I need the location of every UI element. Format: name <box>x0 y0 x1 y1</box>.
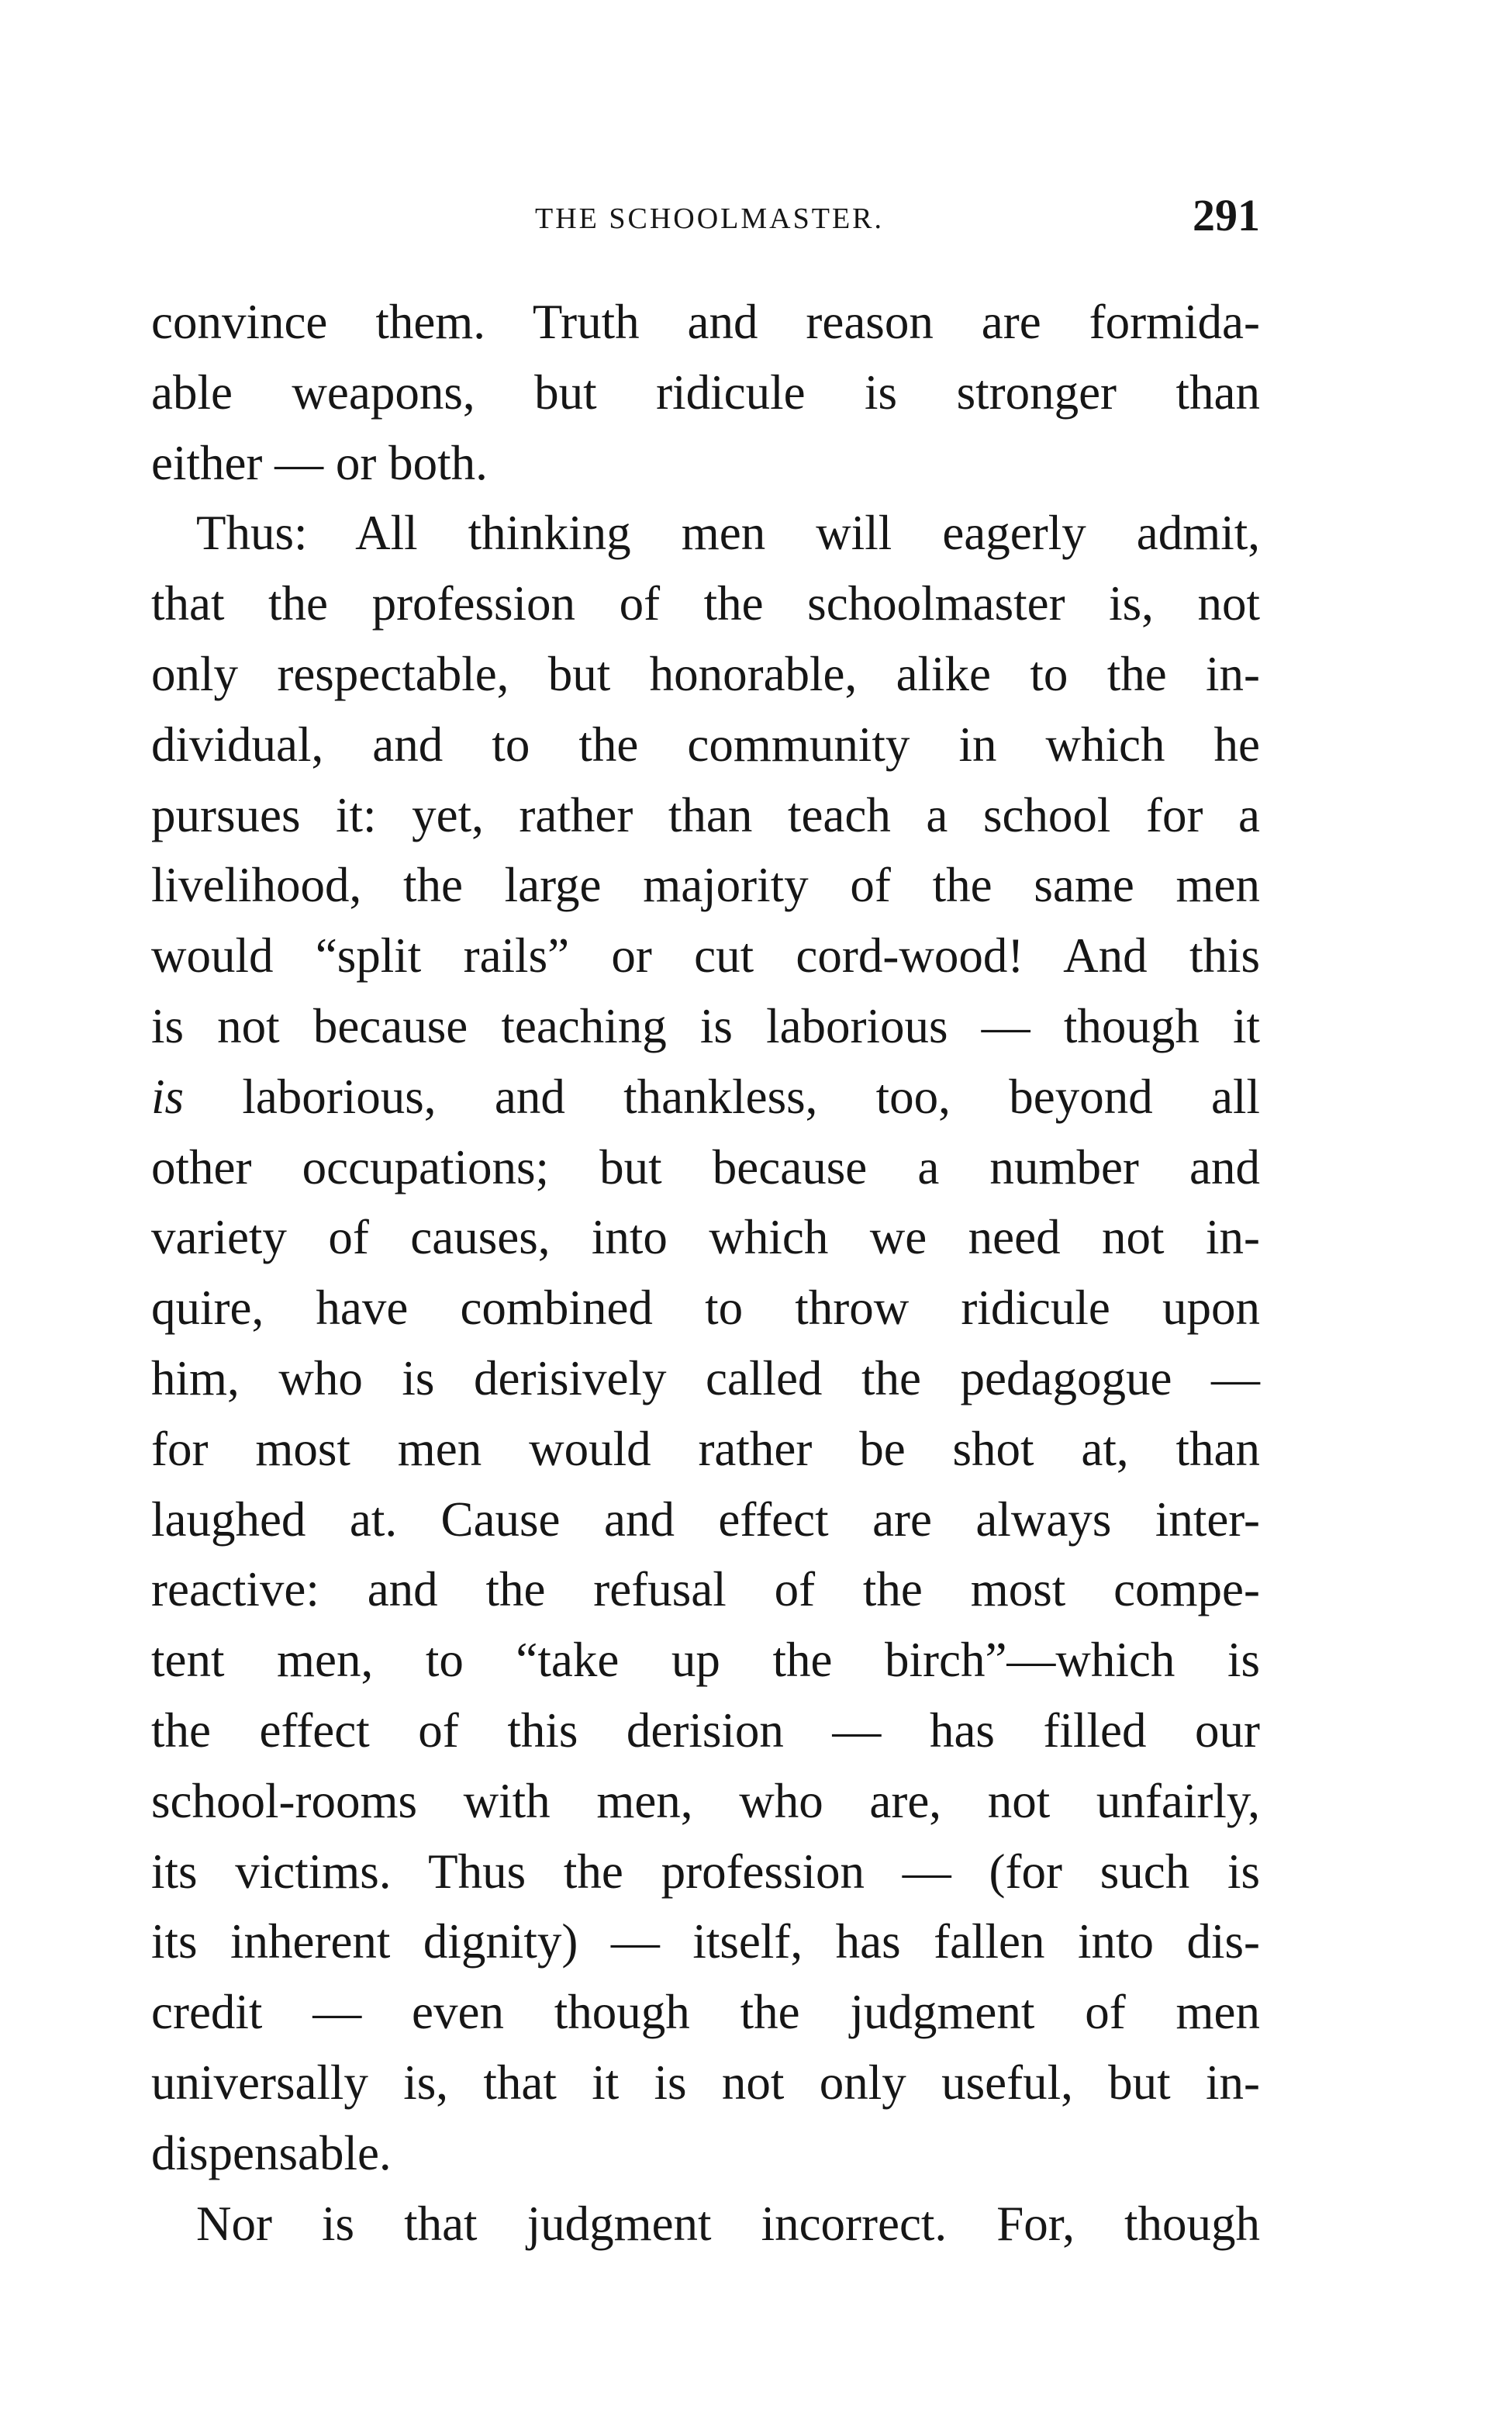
text-line: convince them. Truth and reason are formida- <box>151 295 1260 349</box>
text-line: laughed at. Cause and effect are always inter- <box>151 1492 1260 1547</box>
text-line: is not because teaching is laborious — though it <box>151 999 1260 1053</box>
text-line-rest: laborious, and thankless, too, beyond all <box>184 1069 1260 1124</box>
page-header <box>151 192 1260 242</box>
running-title: THE SCHOOLMASTER. <box>534 202 885 235</box>
text-line: school-rooms with men, who are, not unfairly, <box>151 1773 1260 1828</box>
text-line: its inherent dignity) — itself, has fallen into dis- <box>151 1914 1260 1969</box>
page-number: 291 <box>1193 190 1260 240</box>
text-line: dividual, and to the community in which he <box>151 717 1260 772</box>
text-line: able weapons, but ridicule is stronger than <box>151 365 1260 420</box>
paragraph-start-line: Nor is that judgment incorrect. For, though <box>196 2196 1260 2251</box>
paragraph-start-line: Thus: All thinking men will eagerly admit, <box>196 506 1260 561</box>
text-line <box>151 1062 1260 1132</box>
text-line: pursues it: yet, rather than teach a school for a <box>151 787 1260 842</box>
text-line: either — or both. <box>151 435 488 490</box>
text-line: only respectable, but honorable, alike to the in- <box>151 647 1260 701</box>
text-line: other occupations; but because a number and <box>151 1139 1260 1194</box>
text-line: universally is, that it is not only useful, but in- <box>151 2055 1260 2110</box>
text-line: him, who is derisively called the pedagogue — <box>151 1351 1260 1405</box>
text-line: variety of causes, into which we need not in- <box>151 1210 1260 1265</box>
text-line: would “split rails” or cut cord-wood! And this <box>151 928 1260 984</box>
text-line: for most men would rather be shot at, than <box>151 1421 1260 1476</box>
text-line: livelihood, the large majority of the same men <box>151 858 1260 913</box>
text-line: the effect of this derision — has filled our <box>151 1703 1260 1758</box>
text-line: that the profession of the schoolmaster is, not <box>151 576 1260 631</box>
text-line: dispensable. <box>151 2125 392 2180</box>
italic-word: is <box>151 1069 185 1124</box>
text-line: quire, have combined to throw ridicule upon <box>151 1281 1260 1336</box>
text-line: reactive: and the refusal of the most compe- <box>151 1562 1260 1617</box>
text-line: its victims. Thus the profession — (for such is <box>151 1844 1260 1899</box>
text-line: credit — even though the judgment of men <box>151 1985 1260 2040</box>
text-line: tent men, to “take up the birch”—which is <box>151 1633 1260 1688</box>
